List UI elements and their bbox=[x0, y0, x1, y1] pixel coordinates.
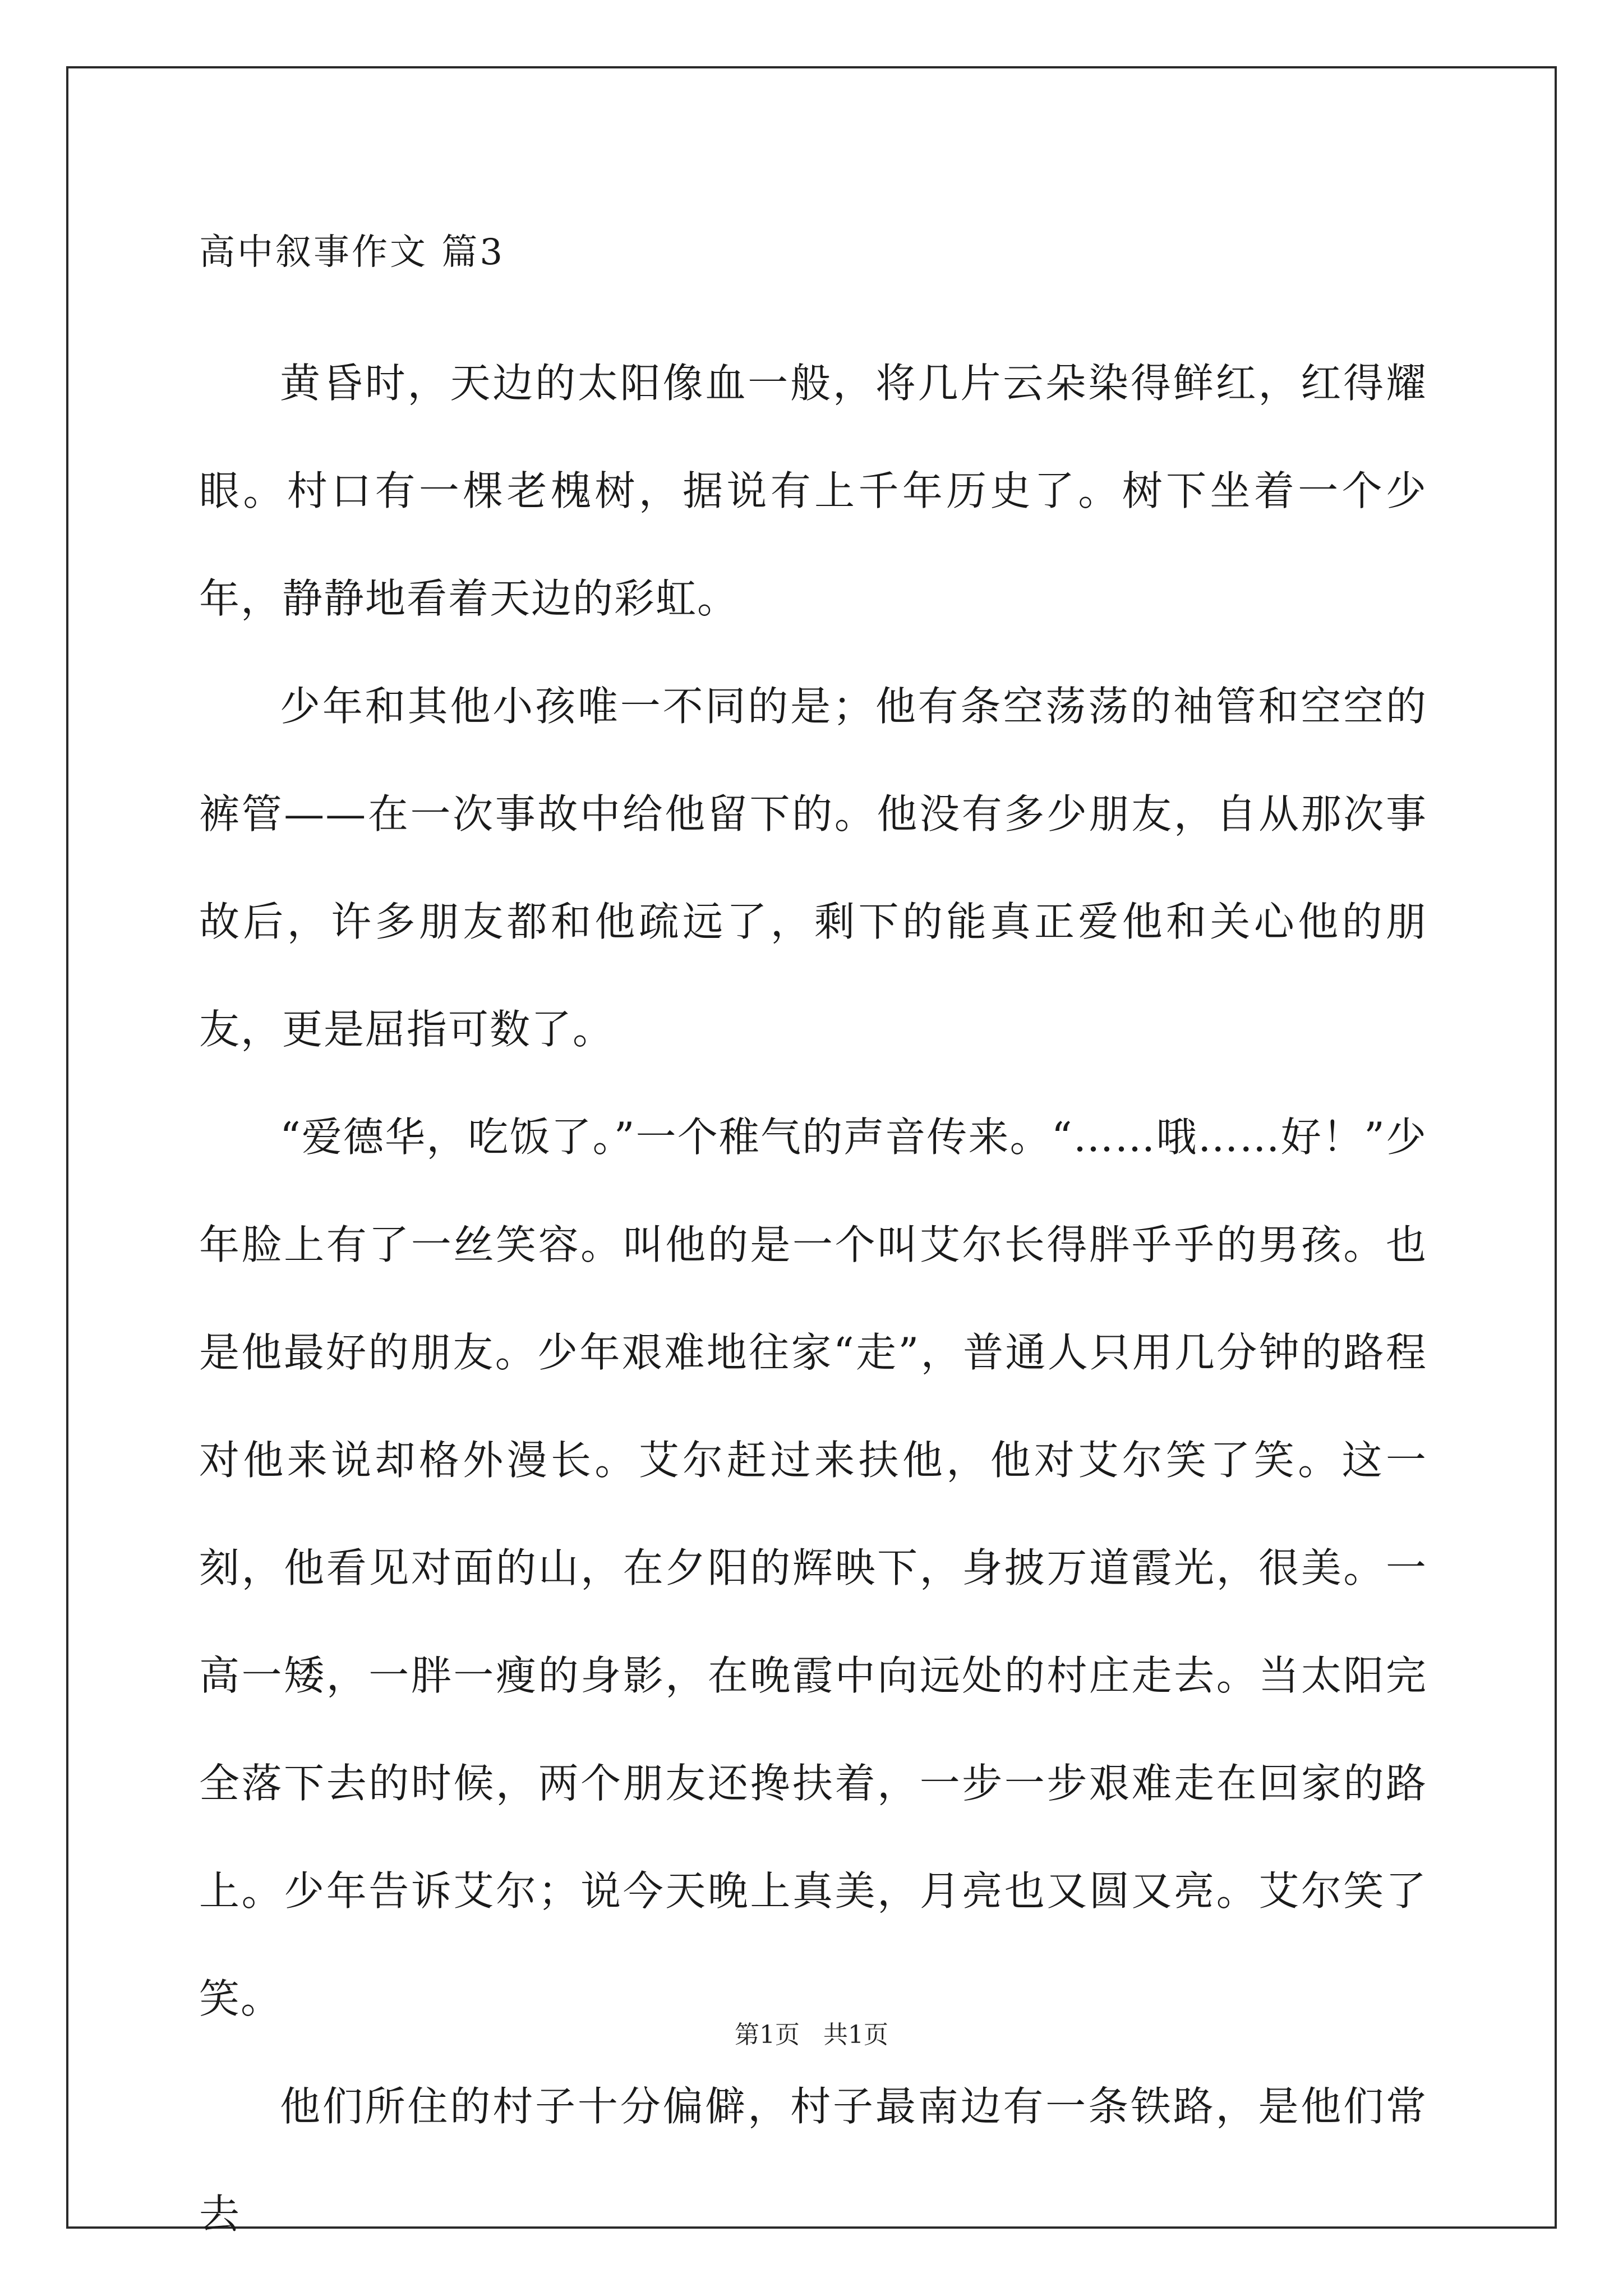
paragraph: “爱德华，吃饭了。”一个稚气的声音传来。“……哦……好！”少年脸上有了一丝笑容。叫他的是一个叫艾尔长得胖乎乎的男孩。也是他最好的朋友。少年艰难地往家“走”，普通人只用几分钟的路程对他来说却格外漫长。艾尔赶过来扶他，他对艾尔笑了笑。这一刻，他看见对面的山，在夕阳的辉映下，身披万道霞光，很美。一高一矮，一胖一瘦的身影，在晚霞中向远处的村庄走去。当太阳完全落下去的时候，两个朋友还搀扶着，一步一步艰难走在回家的路上。少年告诉艾尔；说今天晚上真美，月亮也又圆又亮。艾尔笑了笑。 bbox=[199, 1114, 1427, 2022]
document-body bbox=[199, 222, 1427, 2268]
paragraph: 黄昏时，天边的太阳像血一般，将几片云朵染得鲜红，红得耀眼。村口有一棵老槐树，据说有上千年历史了。树下坐着一个少年，静静地看着天边的彩虹。 bbox=[199, 360, 1427, 622]
paragraph: 少年和其他小孩唯一不同的是；他有条空荡荡的袖管和空空的裤管——在一次事故中给他留下的。他没有多少朋友，自从那次事故后，许多朋友都和他疏远了，剩下的能真正爱他和关心他的朋友，更是屈指可数了。 bbox=[199, 683, 1427, 1053]
document-title: 高中叙事作文 篇3 bbox=[199, 232, 505, 273]
paragraph: 他们所住的村子十分偏僻，村子最南边有一条铁路，是他们常去 bbox=[199, 2083, 1427, 2238]
page-number-footer: 第1页 共1页 bbox=[735, 2021, 888, 2049]
